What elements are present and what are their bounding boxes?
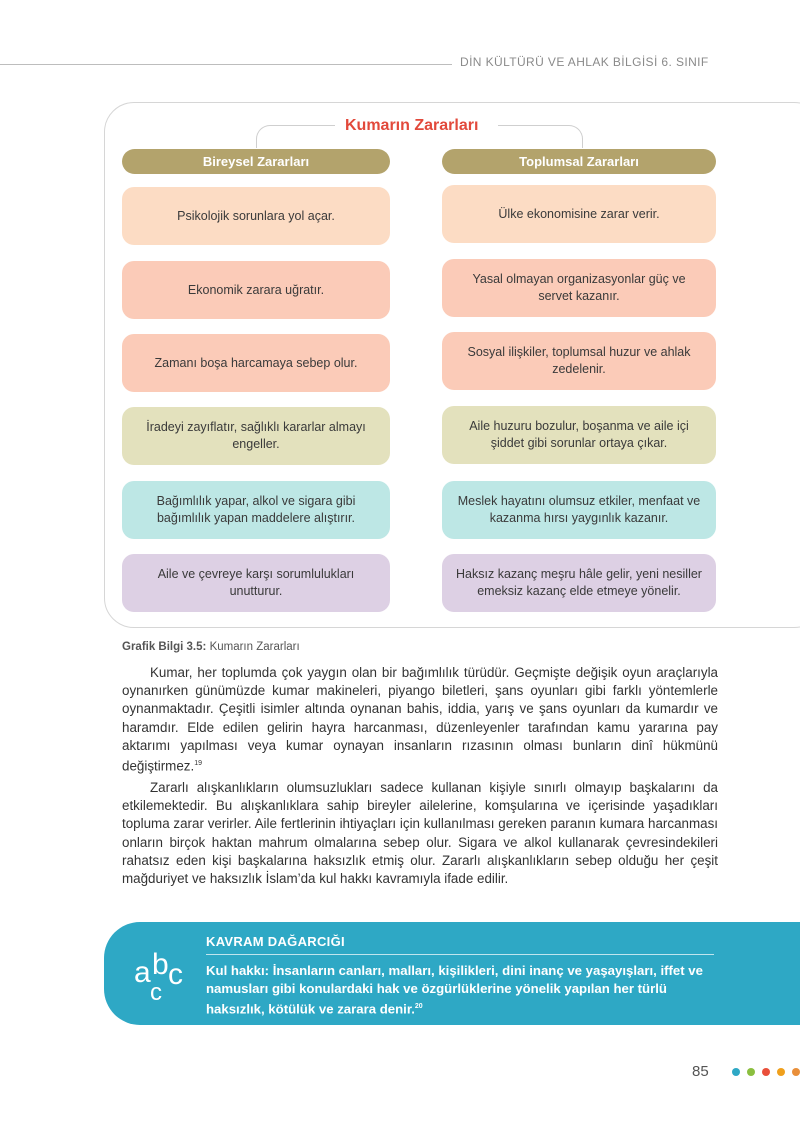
vocabulary-definition — [206, 962, 718, 1018]
individual-harm-card: Bağımlılık yapar, alkol ve sigara gibi bağımlılık yapan maddelere alıştırır. — [122, 481, 390, 539]
individual-harm-card: Ekonomik zarara uğratır. — [122, 261, 390, 319]
svg-text:c: c — [168, 958, 183, 991]
footnote-ref: 20 — [414, 1003, 423, 1010]
dot-icon — [732, 1068, 740, 1076]
dot-icon — [747, 1068, 755, 1076]
abc-icon — [132, 944, 188, 1004]
paragraph-gambling — [122, 664, 718, 776]
dot-icon — [777, 1068, 785, 1076]
diagram-title: Kumarın Zararları — [345, 117, 479, 134]
social-harms-header: Toplumsal Zararları — [442, 149, 716, 174]
social-harm-card: Sosyal ilişkiler, toplumsal huzur ve ahlak zedelenir. — [442, 332, 716, 390]
dot-icon — [762, 1068, 770, 1076]
svg-text:c: c — [150, 979, 162, 1004]
footnote-ref: 19 — [194, 760, 202, 768]
individual-harm-card: Aile ve çevreye karşı sorumlulukları unutturur. — [122, 554, 390, 612]
left-bracket — [256, 125, 335, 148]
individual-harm-card: Zamanı boşa harcamaya sebep olur. — [122, 334, 390, 392]
social-harm-card: Haksız kazanç meşru hâle gelir, yeni nesiller emeksiz kazanç elde etmeye yönelir. — [442, 554, 716, 612]
social-harm-card: Ülke ekonomisine zarar verir. — [442, 185, 716, 243]
vocabulary-rule — [206, 954, 714, 955]
page-number: 85 — [692, 1063, 709, 1080]
individual-harms-header: Bireysel Zararları — [122, 149, 390, 174]
vocabulary-title: KAVRAM DAĞARCIĞI — [206, 934, 345, 949]
individual-harm-card: İradeyi zayıflatır, sağlıklı kararlar almayı engeller. — [122, 407, 390, 465]
right-bracket — [498, 125, 583, 148]
header-rule — [0, 64, 452, 65]
svg-text:a: a — [134, 956, 151, 989]
book-title: DİN KÜLTÜRÜ VE AHLAK BİLGİSİ 6. SINIF — [460, 55, 709, 69]
social-harm-card: Yasal olmayan organizasyonlar güç ve servet kazanır. — [442, 259, 716, 317]
paragraph-harmful-habits — [122, 779, 718, 888]
vocabulary-box — [104, 922, 800, 1025]
vocabulary-term: Kul hakkı: — [206, 963, 270, 978]
paragraph-text: Zararlı alışkanlıkların olumsuzlukları sadece kullanan kişiyle sınırlı olmayıp başkalarını da etkilemektedir. Bu alışkanlıklara sahip bireyler ailelerine, komşularına ve içerisinde yaşadıkları topluma zarar verirler. Aile fertlerinin ihtiyaçları için kullanılması gereken paranın kumara harcanması onların birçok haktan mahrum olmalarına sebep olur. Sigara ve alkol kullanarak çevresindekileri rahatsız eden kişi başkalarına haksızlık etmiş olur. Zararlı alışkanlıkların sebep olduğu her çeşit mağduriyet ve haksızlık İslam’da kul hakkı kavramıyla ifade edilir. — [122, 780, 718, 887]
caption-label: Grafik Bilgi 3.5: — [122, 641, 207, 653]
dot-icon — [792, 1068, 800, 1076]
paragraph-text: Kumar, her toplumda çok yaygın olan bir bağımlılık türüdür. Geçmişte değişik oyun araçlarıyla oynanırken günümüzde kumar makineleri, piyango biletleri, şans oyunları gibi farklı yöntemlerle oynanmaktadır. Çeşitli isimler altında oynanan bahis, iddia, yarış ve şans oyunları da kumardır ve haramdır. Elde edilen gelirin hayra harcanması, düzenleyenler tarafından kamu yararına pay aktarımı yapılması veya kumar oynayan insanların rızasının olması bunların dinî hükmünü değiştirmez. — [122, 665, 718, 774]
social-harm-card: Aile huzuru bozulur, boşanma ve aile içi şiddet gibi sorunlar ortaya çıkar. — [442, 406, 716, 464]
decorative-dots — [732, 1068, 800, 1076]
social-harm-card: Meslek hayatını olumsuz etkiler, menfaat ve kazanma hırsı yaygınlık kazanır. — [442, 481, 716, 539]
figure-caption — [122, 641, 300, 653]
svg-text:b: b — [152, 948, 169, 981]
individual-harm-card: Psikolojik sorunlara yol açar. — [122, 187, 390, 245]
caption-text: Kumarın Zararları — [209, 641, 300, 653]
definition-text: İnsanların canları, malları, kişilikleri, dini inanç ve yaşayışları, iffet ve namusları gibi konulardaki hak ve özgürlüklerine yönelik yapılan her türlü haksızlık, kötülük ve zarara denir. — [206, 963, 703, 1017]
